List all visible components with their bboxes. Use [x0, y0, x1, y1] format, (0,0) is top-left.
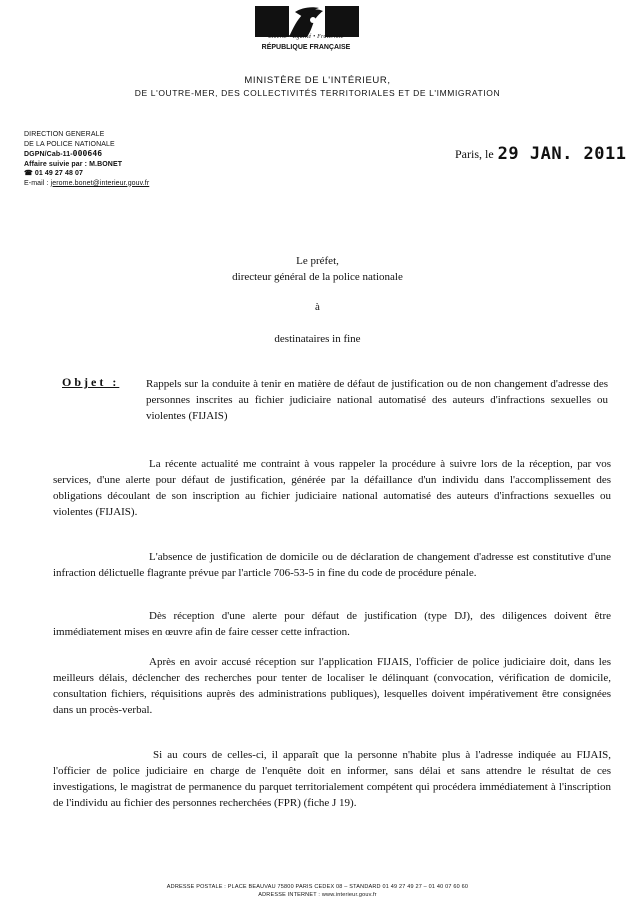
object-label: Objet :: [62, 375, 120, 389]
email-link[interactable]: jerome.bonet@interieur.gouv.fr: [50, 179, 150, 187]
reference-handwritten: 000646: [72, 149, 103, 158]
paragraph-3: Dès réception d'une alerte pour défaut de justification (type DJ), des diligences doivent être immédiatement mises en œuvre afin de faire cesser cette infraction.: [53, 610, 611, 638]
sender-title: Le préfet,: [296, 255, 339, 267]
sender-direction: DIRECTION GENERALE: [24, 131, 105, 138]
to-word: à: [315, 301, 320, 313]
marianne-logo: [253, 6, 361, 46]
affaire-suivie: Affaire suivie par : M.BONET: [24, 160, 123, 168]
ministry-title-line2: DE L'OUTRE-MER, DES COLLECTIVITÉS TERRITORIALES ET DE L'IMMIGRATION: [134, 88, 501, 98]
footer-address: ADRESSE POSTALE : PLACE BEAUVAU 75800 PARIS CEDEX 08 – STANDARD 01 49 27 49 27 – 01 40 07 60 60: [166, 884, 469, 890]
paragraph-4: Après en avoir accusé réception sur l'application FIJAIS, l'officier de police judiciaire doit, dans les meilleurs délais, déclencher des recherches pour tenter de localiser le délinquant (convocation, vérification de domicile, consultation fichiers, réquisitions auprès des administrations publiques), lesquelles doivent impérativement être consignées dans un procès-verbal.: [53, 656, 611, 716]
republic-title: RÉPUBLIQUE FRANÇAISE: [261, 44, 351, 51]
reference-number: [24, 149, 204, 160]
recipients: destinataires in fine: [274, 333, 361, 345]
email-line: [24, 179, 204, 189]
reference-prefix: DGPN/Cab-11-: [24, 151, 73, 158]
email-label: E-mail :: [24, 179, 49, 187]
footer-website: ADRESSE INTERNET : www.interieur.gouv.fr: [258, 892, 377, 898]
paragraph-1: La récente actualité me contraint à vous rappeler la procédure à suivre lors de la réception, par vos services, d'une alerte pour défaut de justification, générée par la défaillance d'un individu dans l'accomplissement des obligations découlant de son inscription au fichier judiciaire national automatisé des auteurs d'infractions sexuelles ou violentes (FIJAIS).: [53, 458, 611, 518]
sender-direction-2: DE LA POLICE NATIONALE: [24, 140, 115, 148]
phone-number: ☎ 01 49 27 48 07: [24, 170, 83, 177]
sender-function: directeur général de la police nationale: [232, 271, 403, 283]
object-text: Rappels sur la conduite à tenir en matière de défaut de justification ou de non changement d'adresse des personnes inscrites au fichier judiciaire national automatisé des auteurs d'infractions sexuelles ou violentes (FIJAIS): [146, 378, 608, 422]
ministry-title-line1: MINISTÈRE DE L'INTÉRIEUR,: [244, 75, 391, 86]
republic-motto: Liberté • Égalité • Fraternité: [268, 34, 344, 40]
sender-block: [24, 130, 204, 188]
paragraph-2: L'absence de justification de domicile ou de déclaration de changement d'adresse est constitutive d'une infraction délictuelle flagrante prévue par l'article 706-53-5 in fine du code de procédure pénale.: [53, 551, 611, 579]
date-stamp: 29 JAN. 2011: [497, 144, 627, 164]
date-place: Paris, le: [455, 147, 494, 161]
date-line: [455, 144, 627, 164]
paragraph-5: Si au cours de celles-ci, il apparaît que la personne n'habite plus à l'adresse indiquée au FIJAIS, l'officier de police judiciaire en charge de l'enquête doit en informer, sans délai et sans attendre le résultat de ces investigations, le magistrat de permanence du parquet territorialement compétent qui procédera immédiatement à l'inscription de l'individu au fichier des personnes recherchées (FPR) (fiche J 19).: [53, 749, 611, 809]
